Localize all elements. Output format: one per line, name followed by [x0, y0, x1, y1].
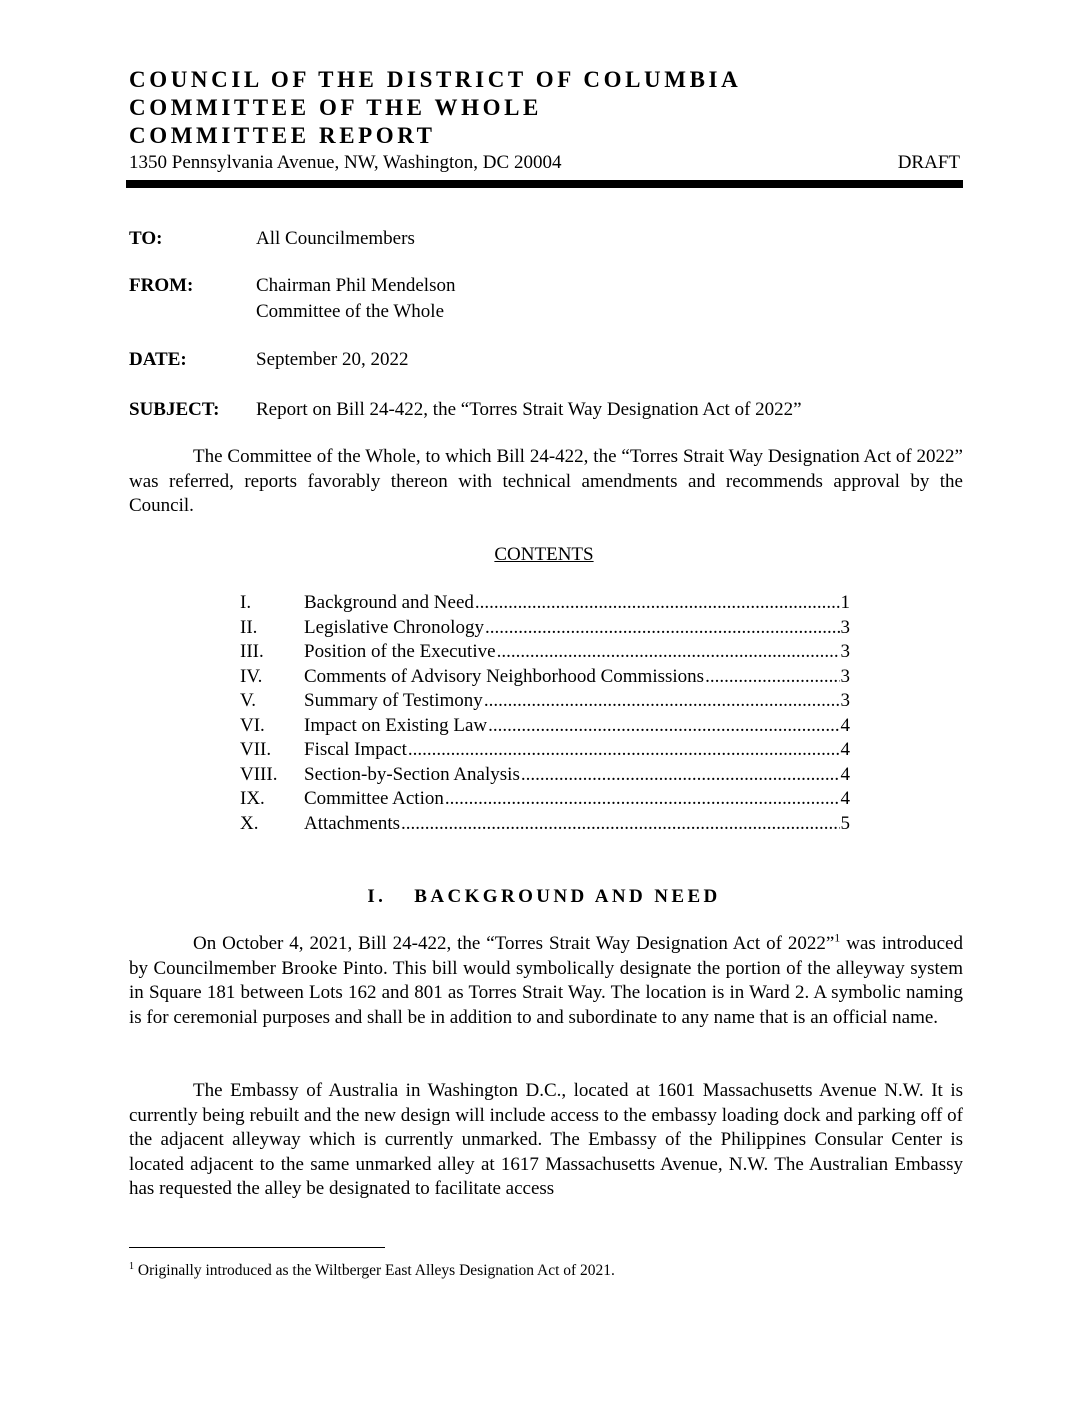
toc-leader-dots [408, 738, 840, 763]
toc-row[interactable] [240, 787, 850, 812]
toc-title: Background and Need [304, 592, 474, 613]
toc-entry [304, 787, 850, 812]
background-p2-text: The Embassy of Australia in Washington D.C., located at 1601 Massachusetts Avenue N.W. It is currently being rebuilt and the new design will include access to the embassy loading dock and parking off of the adjacent alleyway which is currently unmarked. The Embassy of the Philippines Consular Center is located adjacent to the same unmarked alley at 1617 Massachusetts Avenue, N.W. The Australian Embassy has requested the alley be designated to facilitate access [129, 1080, 963, 1199]
memo-date-value: September 20, 2022 [256, 349, 409, 370]
toc-row[interactable] [240, 714, 850, 739]
toc-page-number: 3 [840, 665, 850, 687]
toc-entry [304, 591, 850, 616]
toc-page-number: 4 [840, 763, 850, 785]
toc-entry [304, 689, 850, 714]
footnote-reference[interactable]: 1 [834, 930, 841, 945]
toc-entry [304, 640, 850, 665]
footnote-rule [129, 1247, 385, 1248]
toc-row[interactable] [240, 738, 850, 763]
contents-title: CONTENTS [494, 544, 594, 565]
toc-row[interactable] [240, 591, 850, 616]
toc-entry [304, 616, 850, 641]
toc-title: Fiscal Impact [304, 739, 407, 760]
toc-leader-dots [705, 665, 839, 690]
toc-page-number: 4 [840, 739, 850, 760]
toc-page-number: 3 [840, 690, 850, 711]
header-council-name: COUNCIL OF THE DISTRICT OF COLUMBIA [129, 67, 742, 92]
toc-page-number: 3 [840, 641, 850, 662]
toc-title: Committee Action [304, 788, 444, 809]
toc-title: Impact on Existing Law [304, 714, 488, 736]
toc-page-number: 1 [840, 592, 850, 613]
toc-number: VIII. [240, 763, 278, 785]
memo-from-value-committee: Committee of the Whole [256, 301, 445, 322]
section-heading [0, 885, 1088, 909]
header-report-type: COMMITTEE REPORT [129, 123, 436, 148]
memo-to-value: All Councilmembers [256, 228, 415, 249]
toc-number: II. [240, 616, 258, 638]
toc-number: IV. [240, 665, 263, 687]
memo-from-value-name: Chairman Phil Mendelson [256, 275, 456, 296]
draft-label: DRAFT [897, 152, 960, 173]
toc-number: V. [240, 690, 257, 711]
memo-subject-label: SUBJECT: [129, 399, 220, 420]
memo-subject-value: Report on Bill 24-422, the “Torres Strait Way Designation Act of 2022” [256, 399, 802, 420]
memo-from-label: FROM: [129, 275, 194, 296]
toc-number: VI. [240, 714, 265, 736]
toc-leader-dots [475, 591, 840, 616]
toc-page-number: 3 [840, 616, 850, 638]
background-p1-part2: was introduced by Councilmember Brooke Pinto. This bill would symbolically designate the portion of the alleyway system in Square 181 between Lots 162 and 801 as Torres Strait Way. The location is in Ward 2. A symbolic naming is for ceremonial purposes and shall be in addition to and subordinate to any name that is an official name. [129, 933, 963, 1028]
header-rule [126, 180, 963, 188]
footnote [129, 1261, 615, 1281]
toc-entry [304, 665, 850, 690]
toc-entry [304, 738, 850, 763]
footnote-text: Originally introduced as the Wiltberger East Alleys Designation Act of 2021. [134, 1262, 615, 1279]
toc-entry [304, 763, 850, 788]
toc-title: Position of the Executive [304, 641, 496, 662]
background-paragraph-2 [129, 1079, 963, 1202]
memo-date-label: DATE: [129, 349, 187, 370]
toc-number: IX. [240, 788, 265, 809]
toc-leader-dots [445, 787, 840, 812]
toc-row[interactable] [240, 763, 850, 788]
toc-leader-dots [521, 763, 840, 788]
toc-leader-dots [401, 812, 839, 837]
toc-entry [304, 812, 850, 837]
toc-number: X. [240, 812, 259, 834]
header-address: 1350 Pennsylvania Avenue, NW, Washington, DC 20004 [129, 152, 562, 173]
toc-number: I. [240, 592, 252, 613]
toc-number: VII. [240, 739, 272, 760]
toc-leader-dots [488, 714, 839, 739]
toc-title: Comments of Advisory Neighborhood Commissions [304, 665, 705, 687]
toc-title: Attachments [304, 812, 401, 834]
toc-title: Summary of Testimony [304, 690, 483, 711]
toc-page-number: 4 [840, 788, 850, 809]
background-p1-part1: On October 4, 2021, Bill 24-422, the “Torres Strait Way Designation Act of 2022” [193, 933, 835, 954]
intro-text: The Committee of the Whole, to which Bill 24-422, the “Torres Strait Way Designation Act of 2022” was referred, reports favorably thereon with technical amendments and recommends approval by the Council. [129, 446, 963, 516]
toc-title: Section-by-Section Analysis [304, 763, 520, 785]
toc-leader-dots [497, 640, 840, 665]
section-title: BACKGROUND AND NEED [414, 886, 721, 907]
toc-row[interactable] [240, 640, 850, 665]
toc-row[interactable] [240, 812, 850, 837]
toc-row[interactable] [240, 689, 850, 714]
memo-to-label: TO: [129, 228, 163, 249]
background-paragraph-1 [129, 932, 963, 1030]
toc-row[interactable] [240, 665, 850, 690]
toc-title: Legislative Chronology [304, 616, 484, 638]
header-committee-name: COMMITTEE OF THE WHOLE [129, 95, 542, 120]
section-number: I. [367, 886, 387, 907]
toc-entry [304, 714, 850, 739]
toc-page-number: 5 [840, 812, 850, 834]
toc-leader-dots [485, 616, 840, 641]
toc-number: III. [240, 641, 264, 662]
footnote-marker: 1 [129, 1260, 134, 1272]
toc-row[interactable] [240, 616, 850, 641]
toc-leader-dots [484, 689, 840, 714]
toc-page-number: 4 [840, 714, 850, 736]
intro-paragraph [129, 445, 963, 519]
